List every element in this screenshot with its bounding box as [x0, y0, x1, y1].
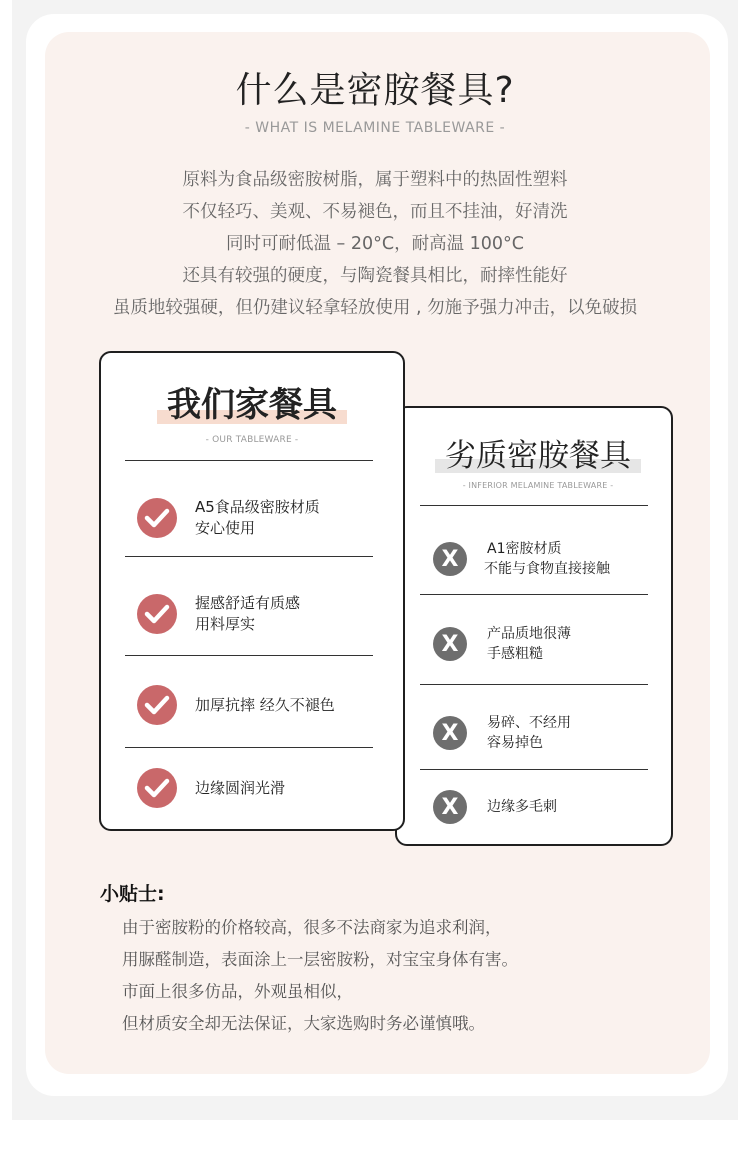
- page-title: 什么是密胺餐具?: [235, 70, 515, 111]
- tips-line: 由于密胺粉的价格较高，很多不法商家为追求利润，: [122, 918, 502, 937]
- check-icon: [137, 768, 177, 808]
- bad-item-line: 容易掉色: [487, 735, 543, 751]
- good-item-line: 加厚抗摔 经久不褪色: [195, 695, 335, 714]
- good-item: [137, 685, 335, 725]
- good-item: [137, 497, 320, 539]
- intro-line: 同时可耐低温 – 20°C，耐高温 100°C: [225, 234, 525, 254]
- tips-title: 小贴士:: [100, 883, 165, 905]
- check-icon: [137, 498, 177, 538]
- good-item-line: A5食品级密胺材质: [195, 498, 320, 516]
- good-item-text: [195, 593, 300, 635]
- x-icon: X: [433, 542, 467, 576]
- bad-item-text: [487, 797, 557, 817]
- bad-item-line: 不能与食物直接接触: [484, 561, 610, 577]
- good-card-title: [167, 377, 337, 426]
- bad-item-line: A1密胺材质: [487, 541, 562, 557]
- bad-item-text: [487, 624, 571, 664]
- good-item-text: [195, 778, 285, 799]
- divider: [420, 505, 648, 506]
- bad-item: [433, 539, 610, 579]
- divider: [125, 556, 373, 557]
- bad-item: [433, 624, 571, 664]
- good-item: [137, 768, 285, 808]
- good-card-subtitle: - OUR TABLEWARE -: [205, 435, 299, 445]
- divider: [420, 594, 648, 595]
- bad-item-text: [484, 539, 610, 579]
- tips-line: 但材质安全却无法保证，大家选购时务必谨慎哦。: [122, 1014, 485, 1033]
- intro-line: 原料为食品级密胺树脂，属于塑料中的热固性塑料: [182, 170, 568, 190]
- our-tableware-card: [99, 351, 405, 831]
- good-item: [137, 593, 300, 635]
- x-icon: X: [433, 790, 467, 824]
- bad-card-subtitle: - INFERIOR MELAMINE TABLEWARE -: [462, 481, 614, 490]
- good-item-line: 边缘圆润光滑: [195, 778, 286, 797]
- good-item-line: 握感舒适有质感: [195, 594, 301, 612]
- intro-line: 还具有较强的硬度，与陶瓷餐具相比，耐摔性能好: [182, 266, 568, 286]
- good-item-line: 用料厚实: [195, 615, 256, 633]
- bad-item-text: [487, 713, 571, 753]
- tips-text: [122, 912, 518, 1040]
- divider: [420, 684, 648, 685]
- divider: [125, 747, 373, 748]
- bad-item: [433, 713, 571, 753]
- bad-card-title: [445, 430, 631, 475]
- intro-text: [0, 164, 750, 324]
- x-icon: X: [433, 627, 467, 661]
- tips-line: 市面上很多仿品，外观虽相似，: [122, 982, 353, 1001]
- good-item-text: [195, 497, 320, 539]
- bad-item-line: 手感粗糙: [487, 646, 543, 662]
- good-card-title-text: 我们家餐具: [167, 385, 337, 425]
- divider: [125, 655, 373, 656]
- divider: [420, 769, 648, 770]
- intro-line: 不仅轻巧、美观、不易褪色，而且不挂油，好清洗: [182, 202, 568, 222]
- intro-line: 虽质地较强硬，但仍建议轻拿轻放使用 , 勿施予强力冲击，以免破损: [112, 298, 638, 318]
- bad-item-line: 易碎、不经用: [487, 715, 571, 731]
- good-item-text: [195, 695, 335, 716]
- inferior-tableware-card: [395, 406, 673, 846]
- page-subtitle: - WHAT IS MELAMINE TABLEWARE -: [244, 120, 506, 136]
- bad-card-title-text: 劣质密胺餐具: [445, 438, 631, 474]
- bad-item-line: 产品质地很薄: [487, 626, 571, 642]
- bad-item: [433, 790, 557, 824]
- bad-item-line: 边缘多毛刺: [487, 799, 557, 815]
- divider: [125, 460, 373, 461]
- tips-line: 用脲醛制造，表面涂上一层密胺粉，对宝宝身体有害。: [122, 950, 518, 969]
- x-icon: X: [433, 716, 467, 750]
- check-icon: [137, 594, 177, 634]
- check-icon: [137, 685, 177, 725]
- good-item-line: 安心使用: [195, 519, 256, 537]
